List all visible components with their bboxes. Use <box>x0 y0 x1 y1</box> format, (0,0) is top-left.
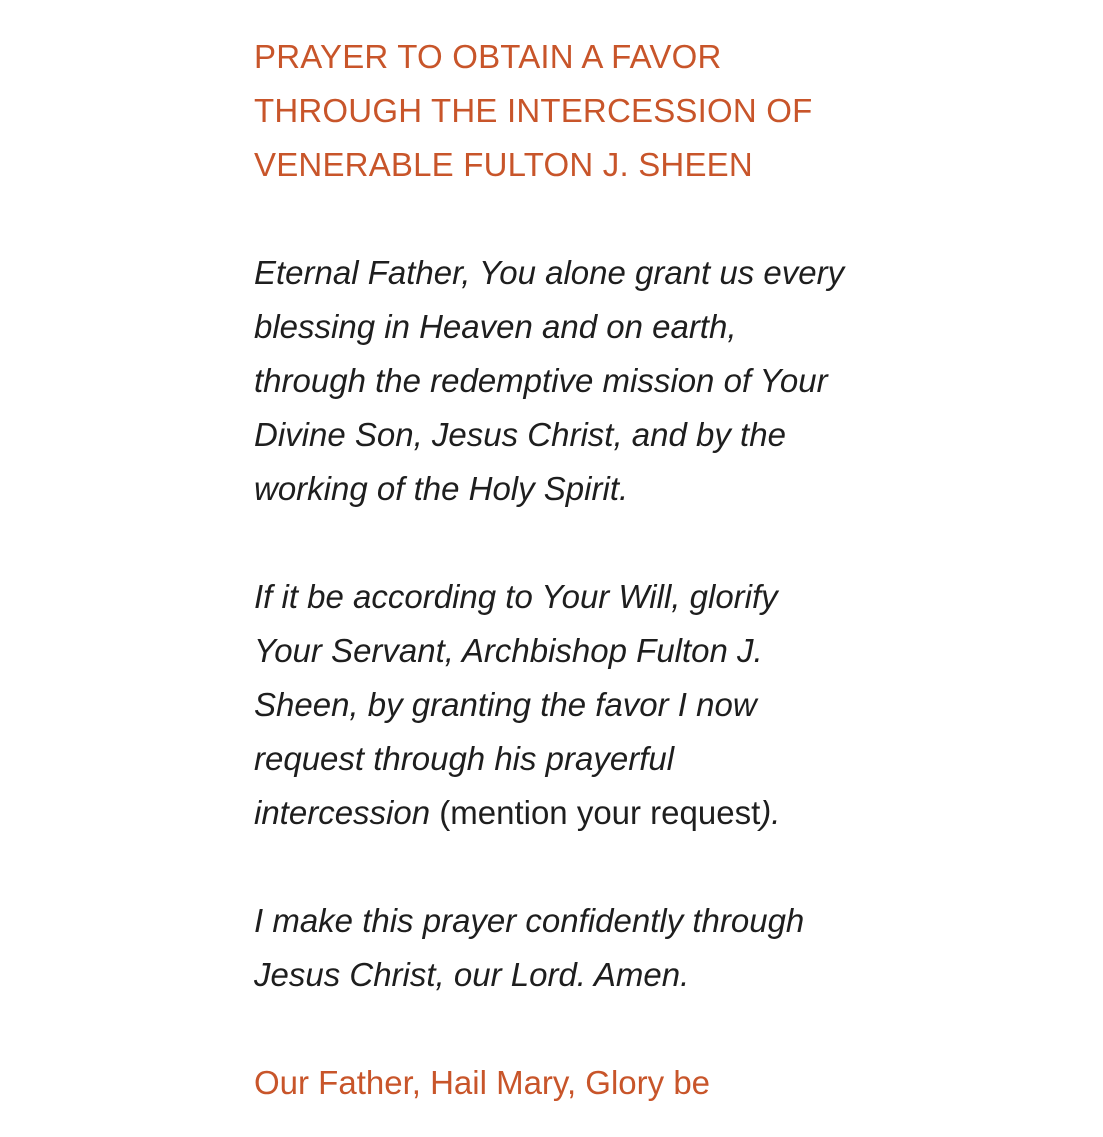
prayer-line: Jesus Christ, our Lord. Amen. <box>254 956 690 993</box>
prayer-paragraph-3 <box>254 894 954 1002</box>
closing-prayers: Our Father, Hail Mary, Glory be <box>254 1064 711 1101</box>
prayer-line: If it be according to Your Will, glorify <box>254 578 778 615</box>
request-instruction: (mention your request <box>430 794 761 831</box>
title-line: PRAYER TO OBTAIN A FAVOR <box>254 38 722 75</box>
prayer-line: Divine Son, Jesus Christ, and by the <box>254 416 786 453</box>
prayer-line-request <box>254 786 954 840</box>
prayer-paragraph-1 <box>254 246 954 516</box>
prayer-line: Your Servant, Archbishop Fulton J. <box>254 632 763 669</box>
prayer-line: Sheen, by granting the favor I now <box>254 686 757 723</box>
prayer-line: through the redemptive mission of Your <box>254 362 828 399</box>
prayer-card <box>254 30 954 1110</box>
title-line: THROUGH THE INTERCESSION OF <box>254 92 813 129</box>
request-end: ). <box>760 794 781 831</box>
prayer-title <box>254 30 954 192</box>
prayer-line: request through his prayerful <box>254 740 675 777</box>
prayer-line: working of the Holy Spirit. <box>254 470 629 507</box>
intercession-text: intercession <box>254 794 431 831</box>
title-line: VENERABLE FULTON J. SHEEN <box>254 146 753 183</box>
prayer-line: blessing in Heaven and on earth, <box>254 308 737 345</box>
prayer-line: I make this prayer confidently through <box>254 902 805 939</box>
prayer-line: Eternal Father, You alone grant us every <box>254 254 845 291</box>
prayer-paragraph-2 <box>254 570 954 840</box>
